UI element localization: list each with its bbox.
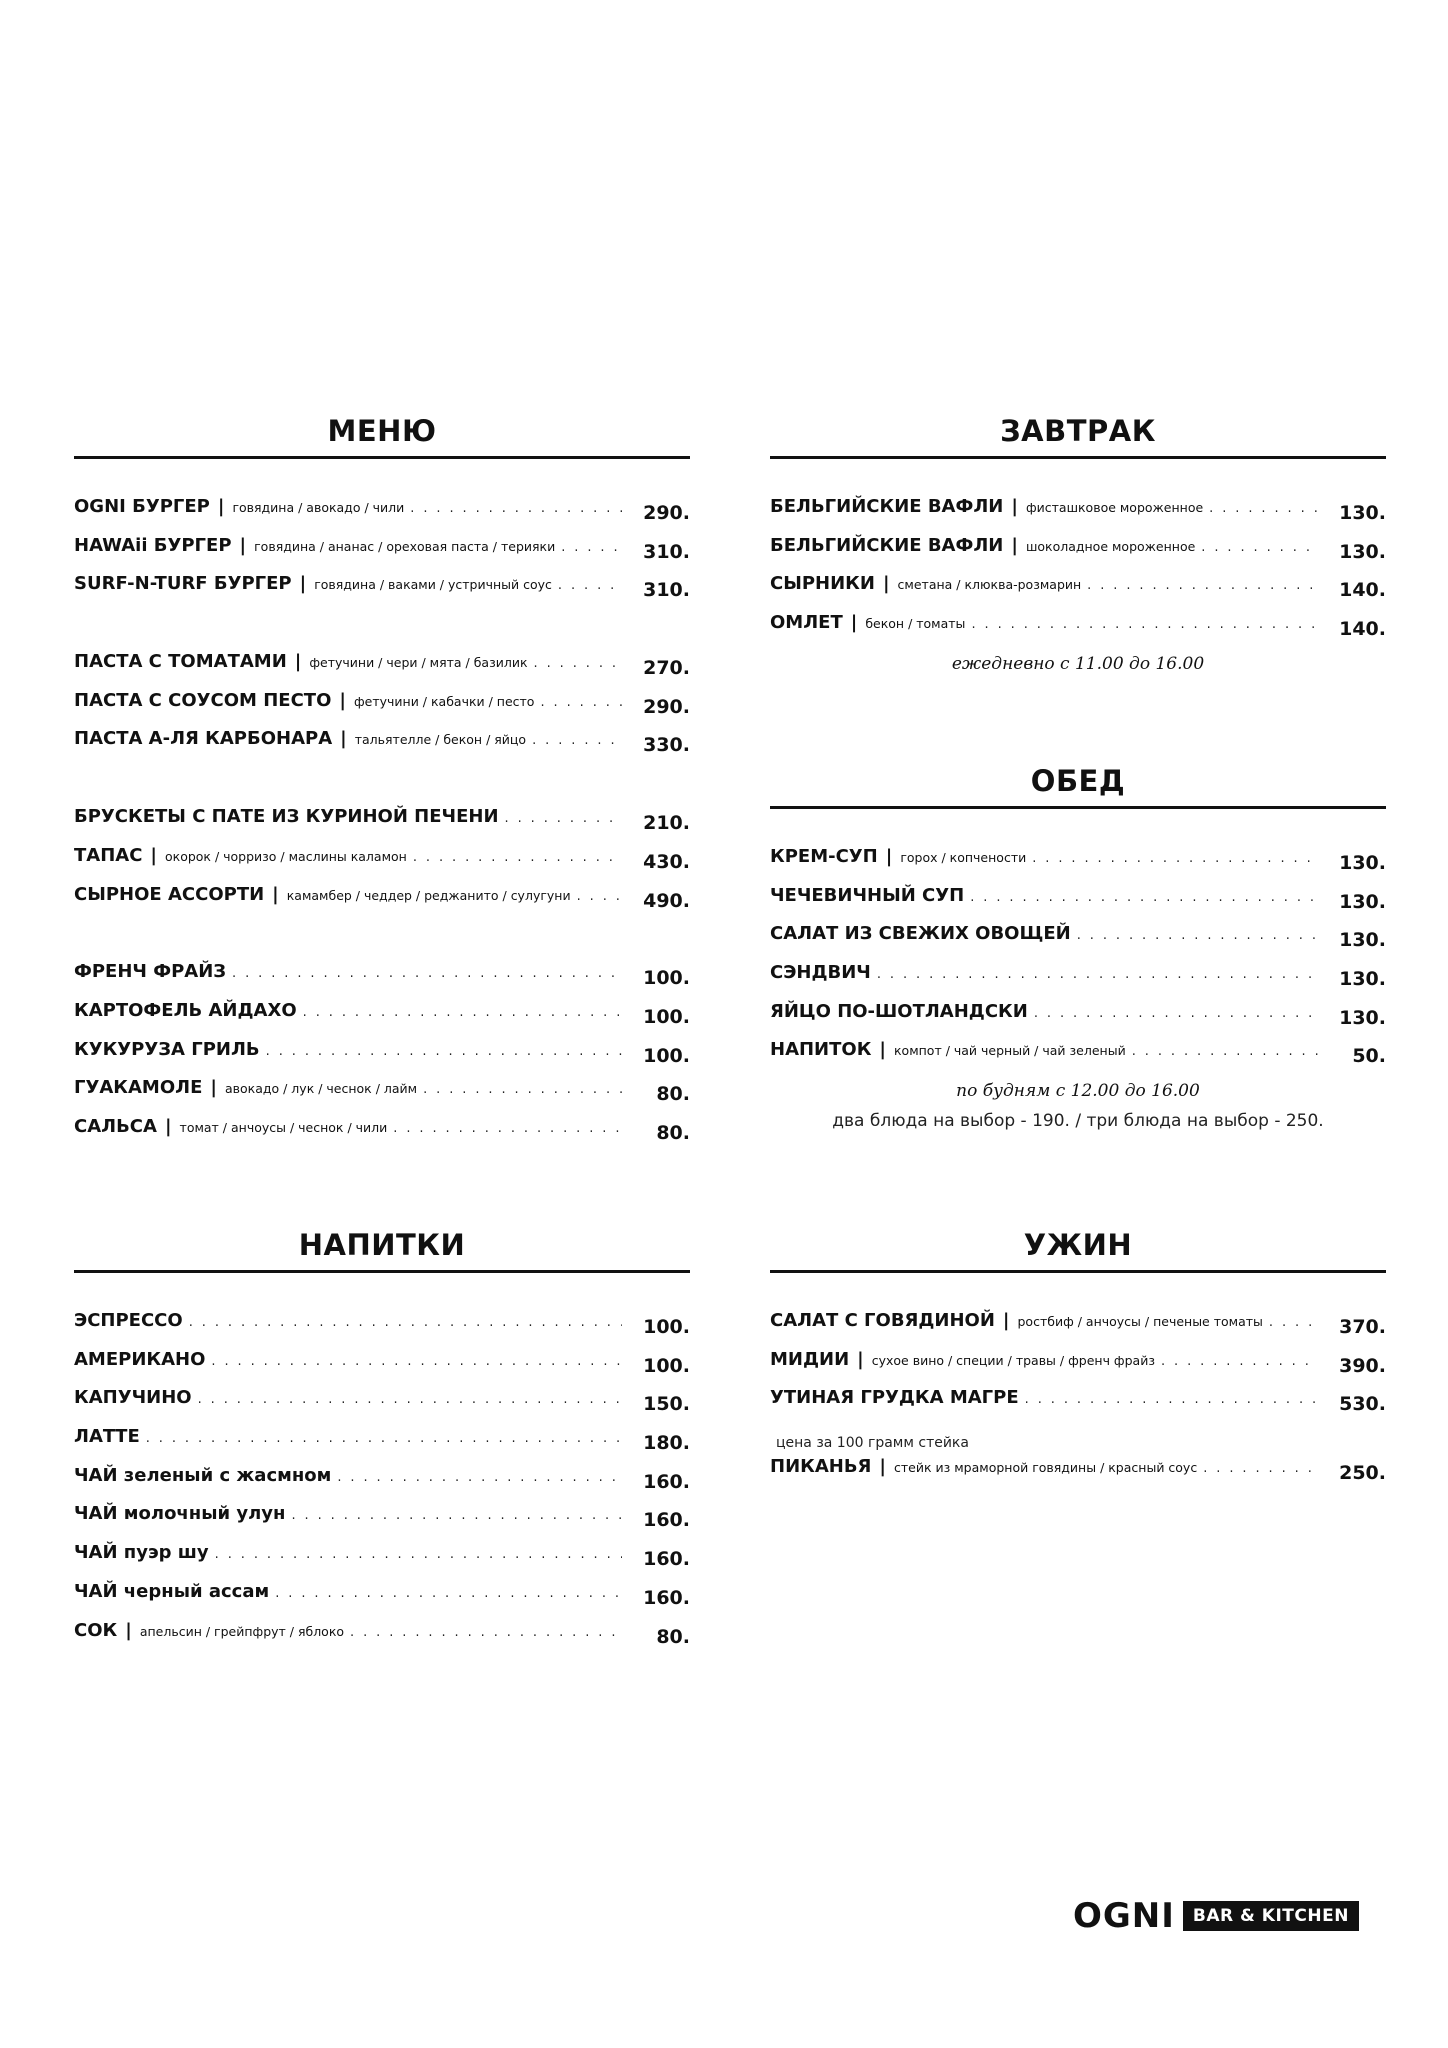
item-price: 270. xyxy=(643,657,690,680)
dot-leader xyxy=(211,1354,622,1369)
item-separator: | xyxy=(1011,534,1018,556)
item-separator: | xyxy=(339,689,346,711)
dot-leader xyxy=(1269,1315,1318,1330)
item-price: 130. xyxy=(1339,968,1386,991)
item-price: 490. xyxy=(643,889,690,912)
item-separator: | xyxy=(150,844,157,866)
item-name: БЕЛЬГИЙСКИЕ ВАФЛИ xyxy=(770,534,1004,556)
menu-item xyxy=(770,922,1386,961)
breakfast-items xyxy=(770,495,1386,650)
item-name: КАРТОФЕЛЬ АЙДАХО xyxy=(74,999,297,1021)
menu-item xyxy=(74,960,690,999)
steak-items xyxy=(770,1455,1386,1494)
dot-leader xyxy=(1087,578,1318,593)
item-name: ЭСПРЕССО xyxy=(74,1310,183,1331)
dot-leader xyxy=(1025,1392,1318,1407)
steak-price-note: цена за 100 грамм стейка xyxy=(776,1435,969,1452)
item-name: ОМЛЕТ xyxy=(770,612,843,634)
menu-item xyxy=(770,1000,1386,1039)
menu-item xyxy=(770,1038,1386,1077)
item-price: 250. xyxy=(1339,1462,1386,1485)
item-separator: | xyxy=(272,883,279,905)
menu-item xyxy=(74,1348,690,1387)
lunch-items xyxy=(770,845,1386,1077)
menu-item xyxy=(74,1115,690,1154)
item-price: 180. xyxy=(643,1432,690,1455)
item-separator: | xyxy=(879,1456,886,1478)
dot-leader xyxy=(198,1392,622,1407)
item-price: 160. xyxy=(643,1470,690,1493)
item-description: сухое вино / специи / травы / френч фрайз xyxy=(871,1352,1155,1368)
menu-item xyxy=(770,1386,1386,1425)
drinks-items xyxy=(74,1309,690,1657)
drinks-section xyxy=(74,1226,690,1657)
dot-leader xyxy=(1203,1461,1318,1476)
item-description: апельсин / грейпфрут / яблоко xyxy=(139,1623,345,1639)
menu-item xyxy=(74,1425,690,1464)
item-name: АМЕРИКАНО xyxy=(74,1348,206,1370)
dot-leader xyxy=(1161,1354,1318,1369)
item-separator: | xyxy=(1011,496,1018,517)
item-price: 80. xyxy=(656,1625,690,1648)
dot-leader xyxy=(275,1586,622,1601)
item-name: КАПУЧИНО xyxy=(74,1387,192,1409)
menu-title: МЕНЮ xyxy=(74,412,690,459)
dot-leader xyxy=(561,540,622,555)
menu-item xyxy=(74,883,690,922)
item-name: SURF-N-TURF БУРГЕР xyxy=(74,573,292,595)
item-description: фисташковое мороженное xyxy=(1025,500,1204,515)
item-name: САЛЬСА xyxy=(74,1115,157,1137)
group-gap xyxy=(74,921,690,960)
dot-leader xyxy=(1034,1006,1318,1021)
item-price: 310. xyxy=(643,540,690,563)
item-separator: | xyxy=(857,1348,864,1370)
item-price: 100. xyxy=(643,1044,690,1067)
item-name: ЧАЙ зеленый с жасмном xyxy=(74,1464,332,1486)
menu-item xyxy=(74,1464,690,1503)
item-price: 290. xyxy=(643,695,690,718)
item-price: 80. xyxy=(656,1083,690,1106)
dot-leader xyxy=(291,1508,622,1523)
item-separator: | xyxy=(125,1619,132,1641)
item-name: ЧАЙ молочный улун xyxy=(74,1503,286,1525)
logo-brand: OGNI xyxy=(1073,1896,1175,1936)
item-name: ЧАЙ пуэр шу xyxy=(74,1542,209,1564)
menu-item xyxy=(74,1076,690,1115)
menu-item xyxy=(770,572,1386,611)
item-name: САЛАТ ИЗ СВЕЖИХ ОВОЩЕЙ xyxy=(770,923,1071,945)
item-price: 140. xyxy=(1339,618,1386,641)
item-name: ЯЙЦО ПО-ШОТЛАНДСКИ xyxy=(770,1000,1028,1022)
item-price: 530. xyxy=(1339,1393,1386,1416)
item-name: СЫРНИКИ xyxy=(770,573,875,595)
menu-item xyxy=(770,1309,1386,1348)
item-price: 50. xyxy=(1352,1045,1386,1068)
item-separator: | xyxy=(1002,1310,1010,1331)
dot-leader xyxy=(1077,928,1318,943)
item-name: ЧЕЧЕВИЧНЫЙ СУП xyxy=(770,884,965,906)
lunch-combo-note: два блюда на выбор - 190. / три блюда на выбор - 250. xyxy=(832,1111,1324,1132)
item-price: 160. xyxy=(643,1548,690,1571)
item-description: говядина / ваками / устричный соус xyxy=(314,577,552,593)
menu-item xyxy=(74,534,690,573)
item-name: ПАСТА С СОУСОМ ПЕСТО xyxy=(74,689,332,711)
item-price: 130. xyxy=(1339,1006,1386,1029)
dot-leader xyxy=(1132,1044,1318,1059)
dot-leader xyxy=(558,578,622,593)
dot-leader xyxy=(971,617,1318,632)
dot-leader xyxy=(423,1082,622,1097)
lunch-hours-note: по будням с 12.00 до 16.00 xyxy=(956,1081,1200,1102)
item-name: СОК xyxy=(74,1619,118,1641)
menu-item xyxy=(770,1348,1386,1387)
menu-item xyxy=(770,845,1386,884)
item-separator: | xyxy=(882,573,890,595)
drinks-title: НАПИТКИ xyxy=(74,1226,690,1273)
item-description: шоколадное мороженное xyxy=(1025,538,1196,554)
dot-leader xyxy=(1209,501,1318,516)
menu-item xyxy=(74,495,690,534)
item-separator: | xyxy=(210,1077,217,1099)
item-description: окорок / чорризо / маслины каламон xyxy=(165,848,407,864)
item-price: 100. xyxy=(643,1316,690,1338)
dot-leader xyxy=(970,890,1318,905)
dot-leader xyxy=(410,501,622,516)
menu-item xyxy=(74,1541,690,1580)
menu-section xyxy=(74,412,690,1154)
dot-leader xyxy=(534,656,622,671)
dot-leader xyxy=(540,695,622,710)
item-price: 290. xyxy=(643,502,690,524)
dot-leader xyxy=(215,1547,622,1562)
item-description: тальятелле / бекон / яйцо xyxy=(354,732,527,748)
item-price: 100. xyxy=(643,1354,690,1377)
menu-item xyxy=(74,805,690,844)
item-description: камамбер / чеддер / реджанито / сулугуни xyxy=(286,887,571,903)
item-name: ПАСТА А-ЛЯ КАРБОНАРА xyxy=(74,728,333,750)
item-description: томат / анчоусы / чеснок / чили xyxy=(179,1119,388,1135)
menu-item xyxy=(74,1580,690,1619)
menu-item xyxy=(770,1455,1386,1494)
item-name: ФРЕНЧ ФРАЙЗ xyxy=(74,961,227,983)
item-price: 100. xyxy=(643,1005,690,1028)
item-description: фетучини / кабачки / песто xyxy=(353,693,535,709)
item-price: 130. xyxy=(1339,929,1386,952)
item-name: ГУАКАМОЛЕ xyxy=(74,1077,203,1099)
menu-item xyxy=(74,1309,690,1348)
item-description: ростбиф / анчоусы / печеные томаты xyxy=(1017,1314,1263,1329)
menu-item xyxy=(770,961,1386,1000)
dinner-items xyxy=(770,1309,1386,1425)
item-price: 130. xyxy=(1339,540,1386,563)
item-price: 310. xyxy=(643,579,690,602)
lunch-section xyxy=(770,762,1386,1131)
item-description: говядина / ананас / ореховая паста / терияки xyxy=(254,538,556,554)
menu-item xyxy=(770,495,1386,534)
lunch-title: ОБЕД xyxy=(770,762,1386,809)
item-name: КРЕМ-СУП xyxy=(770,846,878,867)
item-price: 130. xyxy=(1339,852,1386,874)
breakfast-section xyxy=(770,412,1386,674)
dot-leader xyxy=(146,1431,622,1446)
item-price: 80. xyxy=(656,1121,690,1144)
dot-leader xyxy=(532,733,622,748)
item-price: 330. xyxy=(643,734,690,757)
item-price: 210. xyxy=(643,812,690,835)
item-name: МИДИИ xyxy=(770,1348,850,1370)
item-name: OGNI БУРГЕР xyxy=(74,496,210,517)
item-separator: | xyxy=(879,1039,886,1061)
dot-leader xyxy=(1201,540,1318,555)
dot-leader xyxy=(1032,851,1318,866)
item-name: ЛАТТЕ xyxy=(74,1426,140,1448)
item-name: КУКУРУЗА ГРИЛЬ xyxy=(74,1038,260,1060)
dinner-title: УЖИН xyxy=(770,1226,1386,1273)
item-name: БЕЛЬГИЙСКИЕ ВАФЛИ xyxy=(770,496,1004,517)
group-gap xyxy=(74,766,690,805)
item-name: НАПИТОК xyxy=(770,1039,872,1061)
item-price: 140. xyxy=(1339,579,1386,602)
dot-leader xyxy=(266,1044,622,1059)
menu-item xyxy=(74,1502,690,1541)
menu-items xyxy=(74,495,690,1154)
item-description: говядина / авокадо / чили xyxy=(232,500,405,515)
menu-item xyxy=(74,572,690,611)
item-description: компот / чай черный / чай зеленый xyxy=(894,1043,1126,1059)
dot-leader xyxy=(505,811,622,826)
item-price: 130. xyxy=(1339,890,1386,913)
dot-leader xyxy=(877,967,1318,982)
dot-leader xyxy=(413,850,622,865)
dot-leader xyxy=(337,1470,622,1485)
menu-item xyxy=(770,884,1386,923)
item-separator: | xyxy=(294,651,302,673)
dot-leader xyxy=(350,1625,622,1640)
item-name: ПИКАНЬЯ xyxy=(770,1456,872,1478)
item-price: 100. xyxy=(643,967,690,990)
item-price: 430. xyxy=(643,850,690,873)
item-price: 160. xyxy=(643,1509,690,1532)
menu-item xyxy=(74,1619,690,1658)
item-name: УТИНАЯ ГРУДКА МАГРЕ xyxy=(770,1387,1019,1409)
item-separator: | xyxy=(850,612,858,634)
item-separator: | xyxy=(164,1115,172,1137)
item-price: 150. xyxy=(643,1393,690,1416)
dot-leader xyxy=(232,966,622,981)
item-name: СЭНДВИЧ xyxy=(770,962,871,984)
item-name: HAWAii БУРГЕР xyxy=(74,534,232,556)
item-price: 370. xyxy=(1339,1316,1386,1338)
menu-item xyxy=(74,727,690,766)
logo-tag: BAR & KITCHEN xyxy=(1183,1901,1359,1931)
group-gap xyxy=(74,611,690,650)
item-separator: | xyxy=(217,496,225,517)
breakfast-title: ЗАВТРАК xyxy=(770,412,1386,459)
dinner-section xyxy=(770,1226,1386,1494)
item-separator: | xyxy=(885,846,893,867)
item-price: 390. xyxy=(1339,1354,1386,1377)
item-description: авокадо / лук / чеснок / лайм xyxy=(224,1081,418,1097)
dot-leader xyxy=(393,1121,622,1136)
item-separator: | xyxy=(340,728,347,750)
item-separator: | xyxy=(299,573,307,595)
brand-logo xyxy=(1073,1896,1359,1936)
item-description: бекон / томаты xyxy=(865,616,966,632)
item-name: ЧАЙ черный ассам xyxy=(74,1580,270,1602)
menu-item xyxy=(74,999,690,1038)
item-name: БРУСКЕТЫ С ПАТЕ ИЗ КУРИНОЙ ПЕЧЕНИ xyxy=(74,806,499,828)
menu-item xyxy=(770,534,1386,573)
menu-item xyxy=(74,689,690,728)
item-price: 160. xyxy=(643,1586,690,1609)
item-description: фетучини / чери / мята / базилик xyxy=(309,655,528,671)
item-separator: | xyxy=(239,534,247,556)
dot-leader xyxy=(577,889,622,904)
item-name: САЛАТ С ГОВЯДИНОЙ xyxy=(770,1310,995,1331)
dot-leader xyxy=(303,1005,622,1020)
menu-item xyxy=(74,1038,690,1077)
item-name: ПАСТА С ТОМАТАМИ xyxy=(74,651,287,673)
menu-item xyxy=(74,650,690,689)
item-name: ТАПАС xyxy=(74,844,143,866)
menu-item xyxy=(770,611,1386,650)
item-description: сметана / клюква-розмарин xyxy=(897,577,1082,593)
item-name: СЫРНОЕ АССОРТИ xyxy=(74,883,265,905)
menu-item xyxy=(74,1386,690,1425)
breakfast-hours-note: ежедневно с 11.00 до 16.00 xyxy=(951,653,1205,674)
menu-item xyxy=(74,844,690,883)
item-description: стейк из мраморной говядины / красный соус xyxy=(894,1460,1198,1476)
dot-leader xyxy=(189,1315,622,1330)
item-price: 130. xyxy=(1339,502,1386,524)
item-description: горох / копчености xyxy=(900,850,1027,865)
